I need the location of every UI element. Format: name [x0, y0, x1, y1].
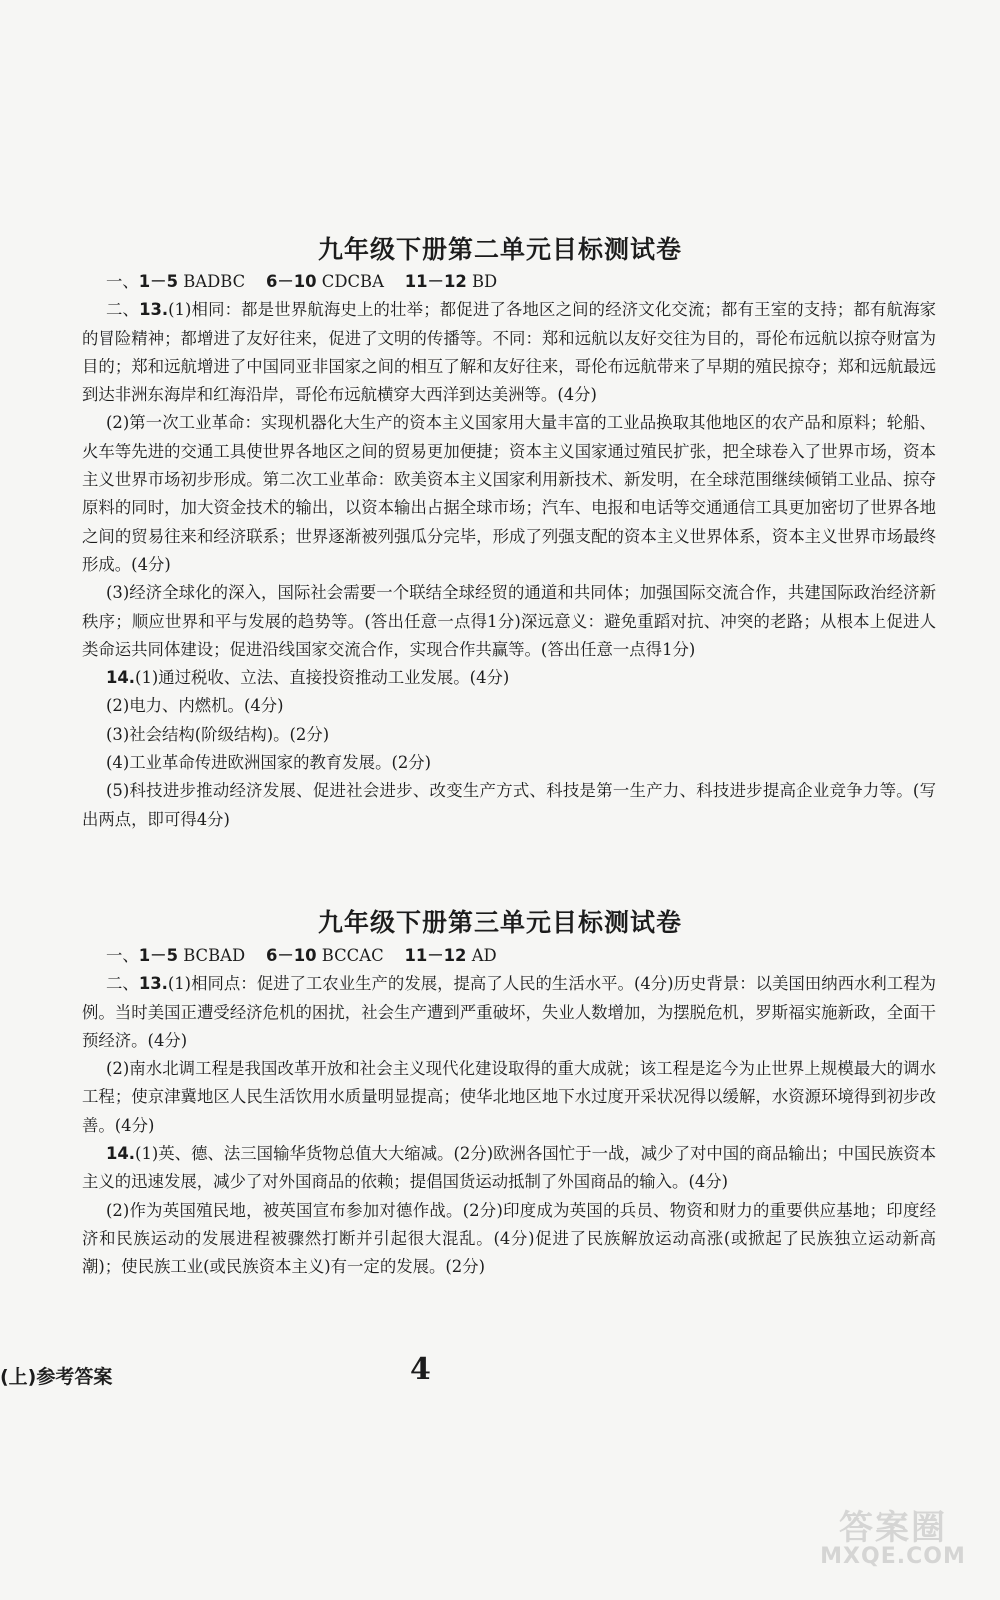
- answer-paragraph: (3)社会结构(阶级结构)。(2分): [106, 724, 330, 744]
- choice-answer: BD: [471, 272, 498, 291]
- section-title-unit2: 九年级下册第二单元目标测试卷: [317, 235, 682, 264]
- choice-answer: BCBAD: [183, 946, 246, 965]
- answer-paragraph: 二、13.(1)相同：都是世界航海史上的壮举；都促进了各地区之间的经济文化交流；都有王室的支持；都有航海家的冒险精神；都增进了友好往来，促进了文明的传播等。不同：郑和远航以友好交往为目的，哥伦布远航以掠夺财富为目的；郑和远航增进了中国同亚非国家之间的相互了解和友好往来，哥伦布远航带来了早期的殖民掠夺；郑和远航最远到达非洲东海岸和红海沿岸，哥伦布远航横穿大西洋到达美洲等。(4分): [82, 300, 937, 405]
- question-number: 13.: [139, 300, 169, 320]
- choice-range: 11－12: [404, 272, 467, 291]
- choice-range: 6－10: [265, 272, 317, 291]
- answer-paragraph: (2)作为英国殖民地，被英国宣布参加对德作战。(2分)印度成为英国的兵员、物资和财力的重要供应基地；印度经济和民族运动的发展进程被骤然打断并引起很大混乱。(4分)促进了民族解放运动高涨(或掀起了民族独立运动新高潮)；使民族工业(或民族资本主义)有一定的发展。(2分): [82, 1200, 936, 1277]
- choice-answer: AD: [471, 946, 497, 965]
- answer-paragraph: (2)南水北调工程是我国改革开放和社会主义现代化建设取得的重大成就；该工程是迄今为止世界上规模最大的调水工程；使京津冀地区人民生活饮用水质量明显提高；使华北地区地下水过度开采状况得以缓解，水资源环境得到初步改善。(4分): [82, 1059, 936, 1135]
- question-number: 14.: [106, 1144, 136, 1164]
- choice-range: 11－12: [404, 946, 467, 965]
- page-number: 4: [410, 1352, 431, 1387]
- answer-paragraph: (3)经济全球化的深入，国际社会需要一个联结全球经贸的通道和共同体；加强国际交流合作，共建国际政治经济新秩序；顺应世界和平与发展的趋势等。(答出任意一点得1分)深远意义：避免重蹈对抗、冲突的老路；从根本上促进人类命运共同体建设；促进沿线国家交流合作，实现合作共赢等。(答出任意一点得1分): [82, 583, 936, 659]
- choice-answers-line: 一、1－5 BADBC 6－10 CDCBA 11－12 BD: [106, 272, 498, 291]
- choice-range: 1－5: [138, 272, 178, 291]
- watermark-logo: [808, 1500, 978, 1570]
- question-number: 14.: [106, 668, 136, 688]
- answer-paragraph: 14.(1)英、德、法三国输华货物总值大大缩减。(2分)欧洲各国忙于一战，减少了对中国的商品输出；中国民族资本主义的迅速发展，减少了对外国商品的依赖；提倡国货运动抵制了外国商品的输入。(4分): [82, 1144, 936, 1192]
- choice-range: 6－10: [265, 946, 317, 965]
- answer-paragraph: (5)科技进步推动经济发展、促进社会进步、改变生产方式、科技是第一生产力、科技进步提高企业竞争力等。(写出两点，即可得4分): [82, 781, 936, 829]
- answer-paragraph: (2)第一次工业革命：实现机器化大生产的资本主义国家用大量丰富的工业品换取其他地区的农产品和原料；轮船、火车等先进的交通工具使世界各地区之间的贸易更加便捷；资本主义国家通过殖民扩张，把全球卷入了世界市场，资本主义世界市场初步形成。第二次工业革命：欧美资本主义国家利用新技术、新发明，在全球范围继续倾销工业品、掠夺原料的同时，加大资金技术的输出，以资本输出占据全球市场；汽车、电报和电话等交通通信工具更加密切了世界各地之间的贸易往来和经济联系；世界逐渐被列强瓜分完毕，形成了列强支配的资本主义世界体系，资本主义世界市场最终形成。(4分): [82, 413, 936, 574]
- answer-paragraph: (4)工业革命传进欧洲国家的教育发展。(2分): [106, 753, 432, 773]
- choice-answer: CDCBA: [321, 272, 384, 291]
- answer-paragraph: 二、13.(1)相同点：促进了工农业生产的发展，提高了人民的生活水平。(4分)历史背景：以美国田纳西水利工程为例。当时美国正遭受经济危机的困扰，社会生产遭到严重破坏，失业人数增加，为摆脱危机，罗斯福实施新政，全面干预经济。(4分): [82, 974, 937, 1050]
- footer-label: (上)参考答案: [0, 1366, 113, 1388]
- section-unit3-answers: [82, 942, 936, 1282]
- answer-paragraph: 14.(1)通过税收、立法、直接投资推动工业发展。(4分): [106, 668, 510, 688]
- section-title-unit3: 九年级下册第三单元目标测试卷: [317, 908, 682, 937]
- section-unit2-answers: [82, 268, 936, 834]
- choice-range: 1－5: [138, 946, 178, 965]
- answer-paragraph: (2)电力、内燃机。(4分): [106, 696, 284, 716]
- watermark-main-text: 答案圈: [839, 1508, 947, 1548]
- question-number: 13.: [138, 974, 168, 994]
- watermark-url: MXQE.COM: [820, 1544, 966, 1569]
- choice-answers-line: 一、1－5 BCBAD 6－10 BCCAC 11－12 AD: [106, 946, 497, 965]
- choice-answer: BADBC: [183, 272, 246, 291]
- choice-answer: BCCAC: [321, 946, 384, 965]
